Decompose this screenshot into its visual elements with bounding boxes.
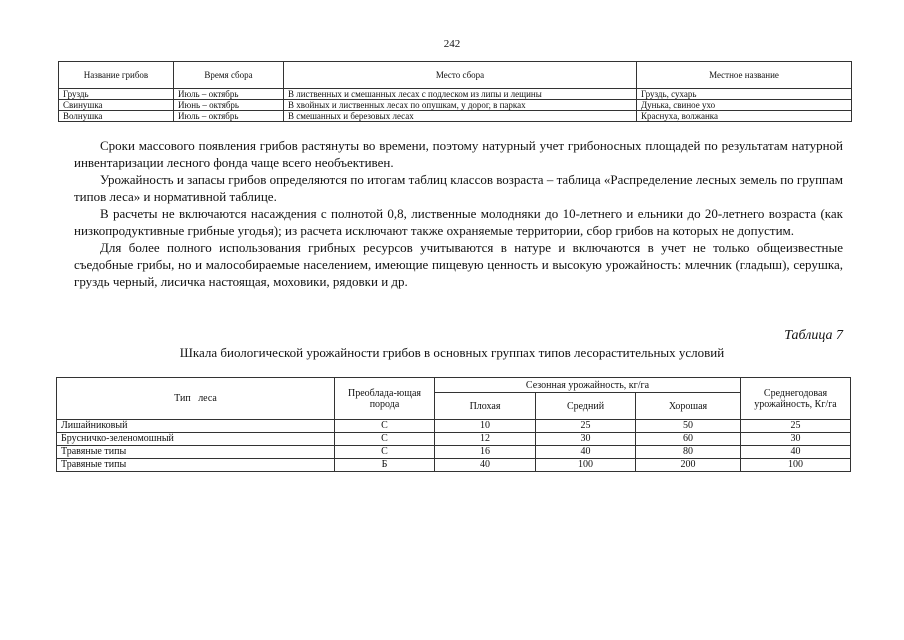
- paragraph: В расчеты не включаются насаждения с полнотой 0,8, лиственные молодняки до 10-летнего и ельники до 20-летнего возраста (как низкопродуктивные грибные угодья); из расчета исключают также охраняемые территории, сбор грибов на которых не допустим.: [74, 206, 843, 238]
- table-cell: Груздь, сухарь: [637, 89, 852, 100]
- table-cell: Краснуха, волжанка: [637, 111, 852, 122]
- table-cell: С: [335, 446, 435, 459]
- table-cell: В хвойных и лиственных лесах по опушкам, у дорог, в парках: [284, 100, 637, 111]
- table-row: [57, 446, 851, 459]
- table-cell: В лиственных и смешанных лесах с подлеском из липы и лещины: [284, 89, 637, 100]
- table-cell: 25: [536, 420, 636, 433]
- table-cell: Б: [335, 459, 435, 472]
- table-cell: 30: [741, 433, 851, 446]
- column-header-picking-time: Время сбора: [174, 62, 284, 89]
- table-cell: 50: [636, 420, 741, 433]
- table-cell: 30: [536, 433, 636, 446]
- column-header-species: Преоблада-ющая порода: [335, 378, 435, 420]
- table-cell: 40: [435, 459, 536, 472]
- column-header-average-yield: Среднегодовая урожайность, Кг/га: [741, 378, 851, 420]
- table-cell: 40: [536, 446, 636, 459]
- table-row: [57, 459, 851, 472]
- column-header-mushroom-name: Название грибов: [59, 62, 174, 89]
- table-cell: Брусничко-зеленомошный: [57, 433, 335, 446]
- table-row: [59, 89, 852, 100]
- table-cell: 16: [435, 446, 536, 459]
- table-row: [57, 420, 851, 433]
- table-cell: В смешанных и березовых лесах: [284, 111, 637, 122]
- table-cell: 60: [636, 433, 741, 446]
- page-number: 242: [443, 38, 461, 50]
- paragraph: Сроки массового появления грибов растянуты во времени, поэтому натурный учет грибоносных площадей по результатам натурной инвентаризации лесного фонда чаще всего необъективен.: [74, 138, 843, 170]
- table-cell: Свинушка: [59, 100, 174, 111]
- table-cell: 80: [636, 446, 741, 459]
- table-cell: С: [335, 420, 435, 433]
- body-text: [74, 137, 843, 290]
- table-cell: 200: [636, 459, 741, 472]
- table-cell: Травяные типы: [57, 459, 335, 472]
- table-row: [57, 433, 851, 446]
- table-cell: 100: [741, 459, 851, 472]
- table-cell: Июль – октябрь: [174, 89, 284, 100]
- table-cell: С: [335, 433, 435, 446]
- table-cell: 100: [536, 459, 636, 472]
- table-row: [59, 100, 852, 111]
- paragraph: Урожайность и запасы грибов определяются по итогам таблиц классов возраста – таблица «Распределение лесных земель по группам типов леса» и нормативной таблице.: [74, 172, 843, 204]
- mushroom-yield-table: [56, 377, 851, 472]
- table-number-label: Таблица 7: [784, 328, 843, 343]
- table-cell: Лишайниковый: [57, 420, 335, 433]
- table-cell: 40: [741, 446, 851, 459]
- column-header-medium: Средний: [536, 393, 636, 420]
- table-cell: Июль – октябрь: [174, 111, 284, 122]
- paragraph: Для более полного использования грибных ресурсов учитываются в натуре и включаются в учет не только общеизвестные съедобные грибы, но и малособираемые населением, имеющие пищевую ценность и высокую урожайность: млечник (гладыш), серушка, груздь черный, лисичка настоящая, моховики, рядовки и др.: [74, 240, 843, 289]
- table-cell: 25: [741, 420, 851, 433]
- table-header-row: [57, 378, 851, 393]
- column-header-forest-type: Тип леса: [57, 378, 335, 420]
- table-cell: 10: [435, 420, 536, 433]
- table-row: [59, 111, 852, 122]
- table-title: Шкала биологической урожайности грибов в основных группах типов лесорастительных условий: [179, 345, 725, 360]
- column-header-seasonal-yield: Сезонная урожайность, кг/га: [435, 378, 741, 393]
- column-header-picking-place: Место сбора: [284, 62, 637, 89]
- mushroom-picking-table: [58, 61, 852, 122]
- column-header-bad: Плохая: [435, 393, 536, 420]
- table-cell: Груздь: [59, 89, 174, 100]
- table-cell: Июнь – октябрь: [174, 100, 284, 111]
- table-cell: Дунька, свиное ухо: [637, 100, 852, 111]
- table-cell: Волнушка: [59, 111, 174, 122]
- table-cell: Травяные типы: [57, 446, 335, 459]
- column-header-local-name: Местное название: [637, 62, 852, 89]
- table-header-row: [59, 62, 852, 89]
- column-header-good: Хорошая: [636, 393, 741, 420]
- table-cell: 12: [435, 433, 536, 446]
